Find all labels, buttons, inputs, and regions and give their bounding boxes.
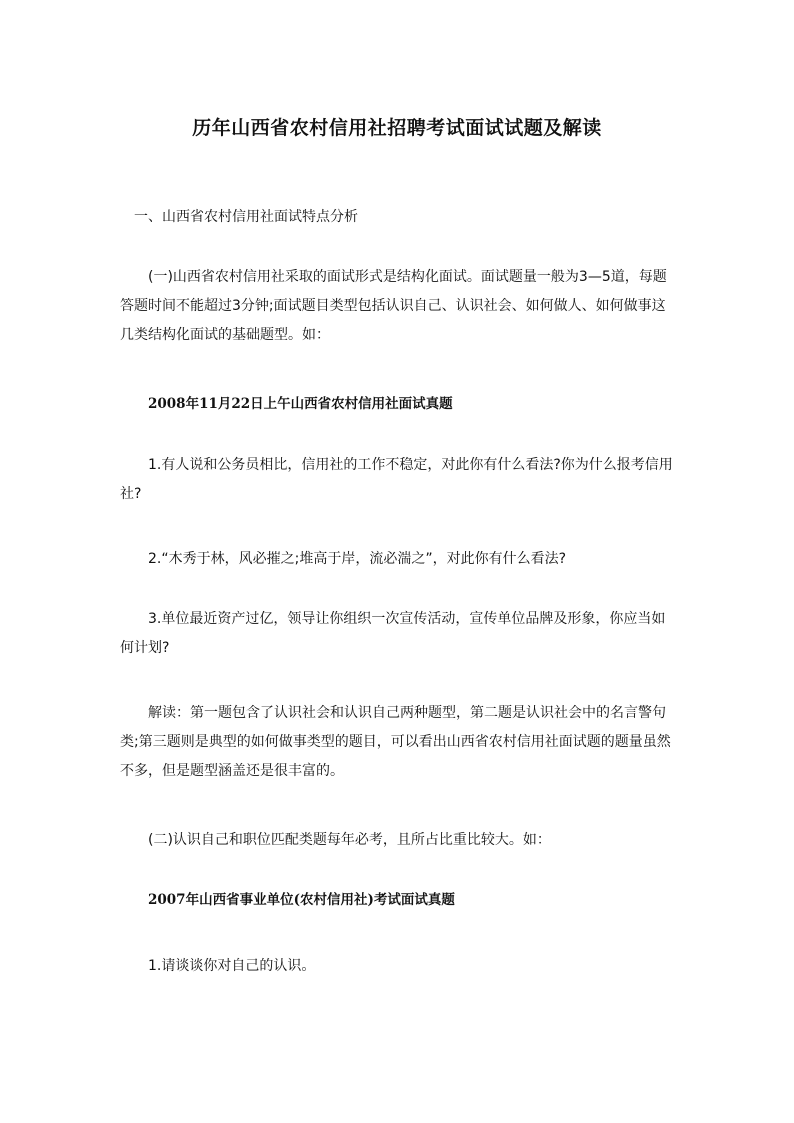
document-title: 历年山西省农村信用社招聘考试面试试题及解读 — [192, 117, 602, 139]
question-2007-1: 1.请谈谈你对自己的认识。 — [148, 958, 316, 974]
paragraph-intro: (一)山西省农村信用社采取的面试形式是结构化面试。面试题量一般为3—5道，每题答题时间不能超过3分钟;面试题目类型包括认识自己、认识社会、如何做人、如何做事这几类结构化面试的基础题型。如： — [120, 269, 667, 343]
question-2008-2: 2.“木秀于林，风必摧之;堆高于岸，流必湍之”，对此你有什么看法? — [148, 551, 567, 567]
question-2008-1: 1.有人说和公务员相比，信用社的工作不稳定，对此你有什么看法?你为什么报考信用社? — [120, 457, 673, 502]
paragraph-self-awareness: (二)认识自己和职位匹配类题每年必考，且所占比重比较大。如： — [148, 832, 551, 848]
analysis-paragraph: 解读：第一题包含了认识社会和认识自己两种题型，第二题是认识社会中的名言警句类;第三题则是典型的如何做事类型的题目，可以看出山西省农村信用社面试题的题量虽然不多，但是题型涵盖还是很丰富的。 — [120, 705, 671, 779]
section-heading: 一、山西省农村信用社面试特点分析 — [134, 209, 358, 225]
question-2008-3: 3.单位最近资产过亿，领导让你组织一次宣传活动，宣传单位品牌及形象，你应当如何计划? — [120, 611, 666, 656]
exam-heading-2007: 2007年山西省事业单位(农村信用社)考试面试真题 — [148, 892, 455, 908]
exam-heading-2008: 2008年11月22日上午山西省农村信用社面试真题 — [148, 396, 453, 412]
